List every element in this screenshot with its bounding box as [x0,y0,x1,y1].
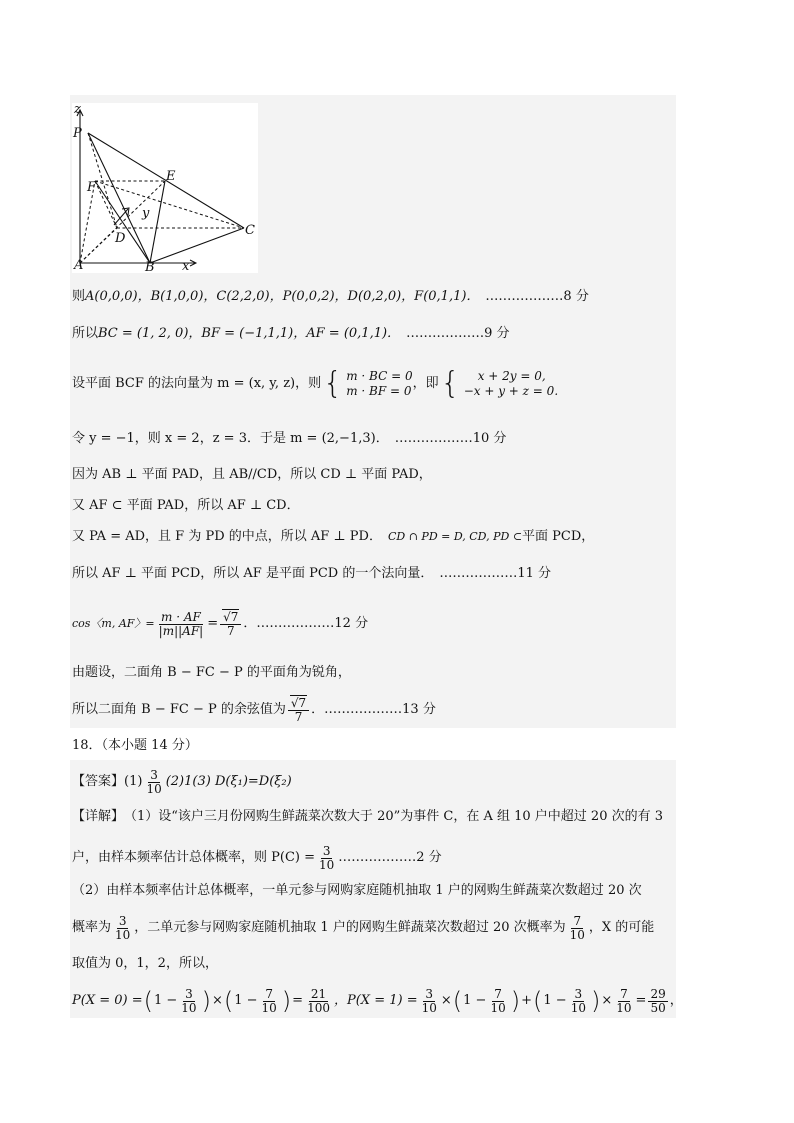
part2-line-1: （2）由样本频率估计总体概率，一单元参与网购家庭随机抽取 1 户的网购生鲜蔬菜次数超过 20 次 [72,883,642,898]
label-z: z [74,103,81,117]
label-f: F [87,180,97,195]
score-8: ………………8 分 [485,289,589,304]
system-vector-form: m · BC = 0 m · BF = 0 [346,369,413,398]
vector-bf: BF = (−1,1,1)， [201,326,307,341]
cos-line: cos〈m, AF〉= $\frac{m \cdot AF}{|m||AF|}$ = √ $\frac{7}{7}$ ．………………12 分 [72,604,368,644]
label-a: A [74,258,84,273]
coords-text: A(0,0,0)，B(1,0,0)，C(2,2,0)，P(0,0,2)，D(0,2,0)，F(0,1,1)． [85,289,480,304]
score-11: ………………11 分 [439,566,552,581]
probability-line: P(X = 0) = ( 1 − $\frac{3}{10}$ ) × ( 1 − $\frac{7}{10}$ ) = $\frac{21}{100}$ ，P(X = 1) = $\frac{3}{10}$ × ( 1 − $\frac{7}{10}$ ) + ( 1 − $\frac{3}{10}$ ) × $\frac{7}{10}$ = $\frac{29}{50}$ ， [72,986,683,1015]
detail-label: 【详解】 [72,809,125,824]
let-text: 令 y = −1，则 x = 2，z = 3．于是 m = (2,−1,3)． [72,431,389,446]
detail-line-1: 【详解】 （1）设“该户三月份网购生鲜蔬菜次数大于 20”为事件 C，在 A 组 10 户中超过 20 次的有 3 [72,809,664,824]
answer-label: 【答案】 [72,774,125,789]
dihedral-line: 由题设，二面角 B − FC − P 的平面角为锐角， [72,665,351,680]
ab-perp-line: 因为 AB ⊥ 平面 PAD，且 AB//CD，所以 CD ⊥ 平面 PAD， [72,467,432,482]
label-d: D [115,231,126,246]
score-12: ．………………12 分 [243,616,369,631]
normal-vector-line: 设平面 BCF 的法向量为 m = (x, y, z)，则 { m · BC = 0 m · BF = 0 ，即 { x + 2y = 0, −x + y + z = 0. [72,366,559,401]
answer-line: 【答案】 (1) $\frac{3}{10}$ (2)1(3) D(ξ₁)=D(ξ₂) [72,767,292,796]
cos-label: cos〈m, AF〉= [72,617,155,630]
px1-label: ，P(X = 1) = [333,993,418,1008]
cos-fraction: $\frac{m \cdot AF}{|m||AF|}$ [158,609,204,638]
af-subset-line: 又 AF ⊂ 平面 PAD，所以 AF ⊥ CD． [72,498,300,513]
score-10: ………………10 分 [394,431,507,446]
pyramid-diagram [72,103,258,273]
part2-line-3: 取值为 0，1，2，所以， [72,956,218,971]
pa-ad-line: 又 PA = AD，且 F 为 PD 的中点，所以 AF ⊥ PD． CD ∩ PD = D, CD, PD ⊂ 平面 PCD， [72,529,595,544]
normal-text: 设平面 BCF 的法向量为 m = (x, y, z)，则 [72,376,322,391]
score-13: ．………………13 分 [311,702,436,717]
label-b: B [145,260,155,273]
score-9: ………………9 分 [406,326,510,341]
edge-bc [150,228,244,263]
final-cos-line: 所以二面角 B − FC − P 的余弦值为 √ $\frac{7}{7}$ ．………………13 分 [72,692,436,728]
vector-af: AF = (0,1,1)． [306,326,401,341]
problem-18-heading: 18．（本小题 14 分） [72,738,198,753]
label-p: P [73,126,82,141]
label-y: y [142,206,150,221]
y-axis [114,209,128,225]
label-x: x [182,259,190,273]
system-linear-form: x + 2y = 0, −x + y + z = 0. [463,369,559,398]
coords-line: 则 A(0,0,0)，B(1,0,0)，C(2,2,0)，P(0,0,2)，D(0,2,0)，F(0,1,1)． ………………8 分 [72,289,589,304]
vector-bc: BC = (1, 2, 0)， [98,326,202,341]
part2-line-2: 概率为 $\frac{3}{10}$ ，二单元参与网购家庭随机抽取 1 户的网购生鲜蔬菜次数超过 20 次概率为 $\frac{7}{10}$ ，X 的可能 [72,913,655,942]
label-c: C [245,223,255,238]
final-cos-value: √ $\frac{7}{7}$ [288,697,309,724]
edge-bf [95,181,150,263]
score-2: ………………2 分 [338,850,442,865]
let-line [72,430,506,448]
af-normal-line: 所以 AF ⊥ 平面 PCD，所以 AF 是平面 PCD 的一个法向量． ………………11 分 [72,566,552,581]
label-e: E [166,169,176,184]
px0-label: P(X = 0) = [72,993,143,1008]
detail-line-2: 户，由样本频率估计总体概率，则 P(C) = $\frac{3}{10}$ ………………2 分 [72,843,442,872]
pyramid-figure [72,103,258,273]
cos-value: √ $\frac{7}{7}$ [220,611,241,638]
vectors-line: 所以 BC = (1, 2, 0)， BF = (−1,1,1)， AF = (0,1,1)． ………………9 分 [72,326,510,341]
